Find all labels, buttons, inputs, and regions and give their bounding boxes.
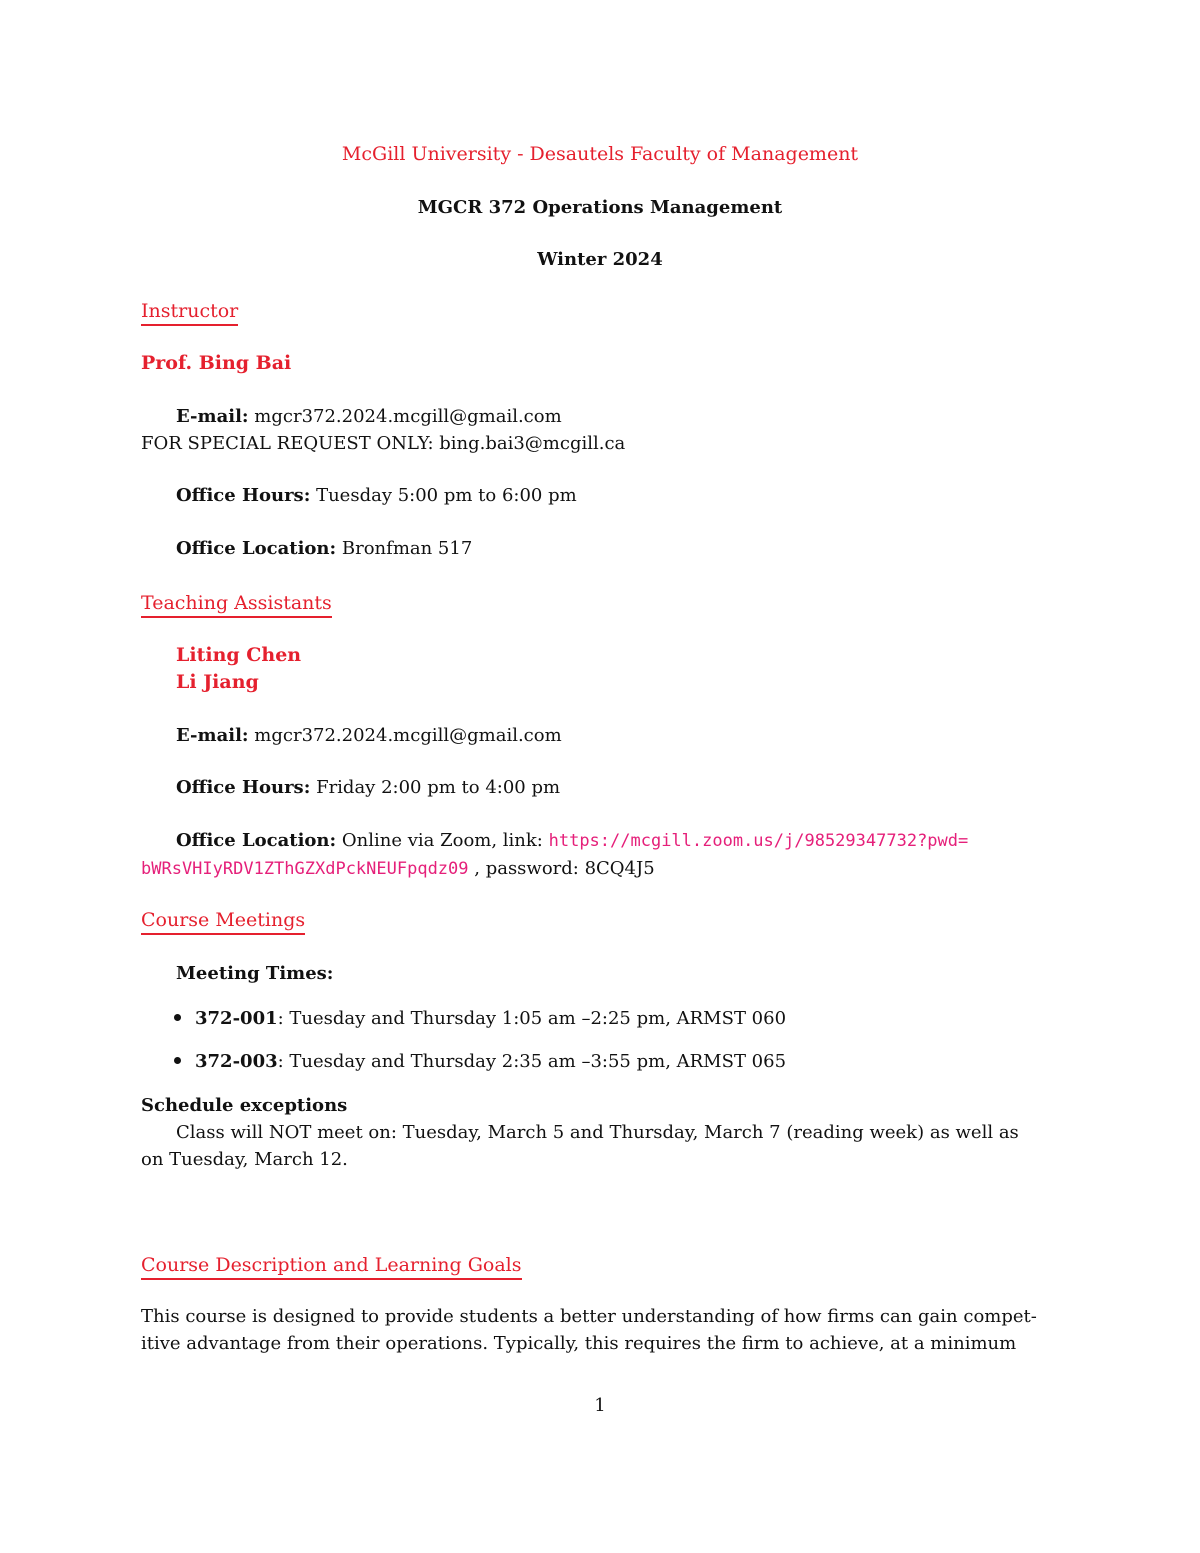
ta-office-location-row — [176, 832, 968, 850]
ta-name: Liting Chen — [176, 644, 302, 666]
ta-office-location-label: Office Location: — [176, 830, 337, 851]
zoom-password: , password: 8CQ4J5 — [474, 858, 655, 879]
section-code: 372-001 — [195, 1008, 278, 1029]
instructor-email-label: E-mail: — [176, 406, 249, 427]
instructor-email-row — [176, 408, 562, 426]
ta-name: Li Jiang — [176, 671, 259, 693]
zoom-link-continued[interactable]: bWRsVHIyRDV1ZThGZXdPckNEUFpqdz09 — [141, 859, 469, 879]
list-item — [174, 1010, 786, 1028]
ta-office-location-prefix: Online via Zoom, link: — [341, 830, 543, 851]
instructor-office-location-row — [176, 540, 472, 558]
meetings-heading: Course Meetings — [141, 911, 305, 935]
ta-office-hours-label: Office Hours: — [176, 777, 311, 798]
instructor-office-location-label: Office Location: — [176, 538, 337, 559]
bullet-icon — [174, 1057, 181, 1064]
ta-email-label: E-mail: — [176, 725, 249, 746]
schedule-exceptions-text: Class will NOT meet on: Tuesday, March 5 and Thursday, March 7 (reading week) as well as — [176, 1122, 1019, 1143]
ta-office-hours: Friday 2:00 pm to 4:00 pm — [316, 777, 561, 798]
description-text: itive advantage from their operations. Typically, this requires the firm to achieve, at a minimum — [141, 1333, 1017, 1354]
description-text: This course is designed to provide students a better understanding of how firms can gain compet- — [141, 1306, 1037, 1327]
university-title: McGill University - Desautels Faculty of Management — [341, 143, 859, 165]
ta-heading: Teaching Assistants — [141, 594, 332, 618]
instructor-office-hours-label: Office Hours: — [176, 485, 311, 506]
ta-office-hours-row — [176, 779, 560, 797]
zoom-link[interactable]: https://mcgill.zoom.us/j/98529347732?pwd= — [548, 831, 969, 851]
description-heading: Course Description and Learning Goals — [141, 1256, 522, 1280]
instructor-heading: Instructor — [141, 302, 238, 326]
instructor-office-location: Bronfman 517 — [341, 538, 473, 559]
section-details: : Tuesday and Thursday 1:05 am –2:25 pm, ARMST 060 — [277, 1008, 787, 1029]
instructor-office-hours: Tuesday 5:00 pm to 6:00 pm — [316, 485, 577, 506]
course-title: MGCR 372 Operations Management — [417, 197, 783, 218]
instructor-name: Prof. Bing Bai — [141, 352, 292, 374]
page-number: 1 — [594, 1395, 606, 1416]
zoom-link-continuation-row — [141, 860, 655, 878]
ta-email-row — [176, 727, 562, 745]
term-title: Winter 2024 — [537, 249, 663, 270]
list-item — [174, 1053, 786, 1071]
instructor-email[interactable]: mgcr372.2024.mcgill@gmail.com — [254, 406, 562, 427]
bullet-icon — [174, 1014, 181, 1021]
section-code: 372-003 — [195, 1051, 278, 1072]
schedule-exceptions-text: on Tuesday, March 12. — [141, 1149, 348, 1170]
schedule-exceptions-label: Schedule exceptions — [141, 1095, 348, 1116]
section-details: : Tuesday and Thursday 2:35 am –3:55 pm, ARMST 065 — [277, 1051, 787, 1072]
meeting-times-label: Meeting Times: — [176, 963, 334, 984]
instructor-office-hours-row — [176, 487, 577, 505]
ta-email[interactable]: mgcr372.2024.mcgill@gmail.com — [254, 725, 562, 746]
special-request: FOR SPECIAL REQUEST ONLY: bing.bai3@mcgill.ca — [141, 433, 626, 454]
